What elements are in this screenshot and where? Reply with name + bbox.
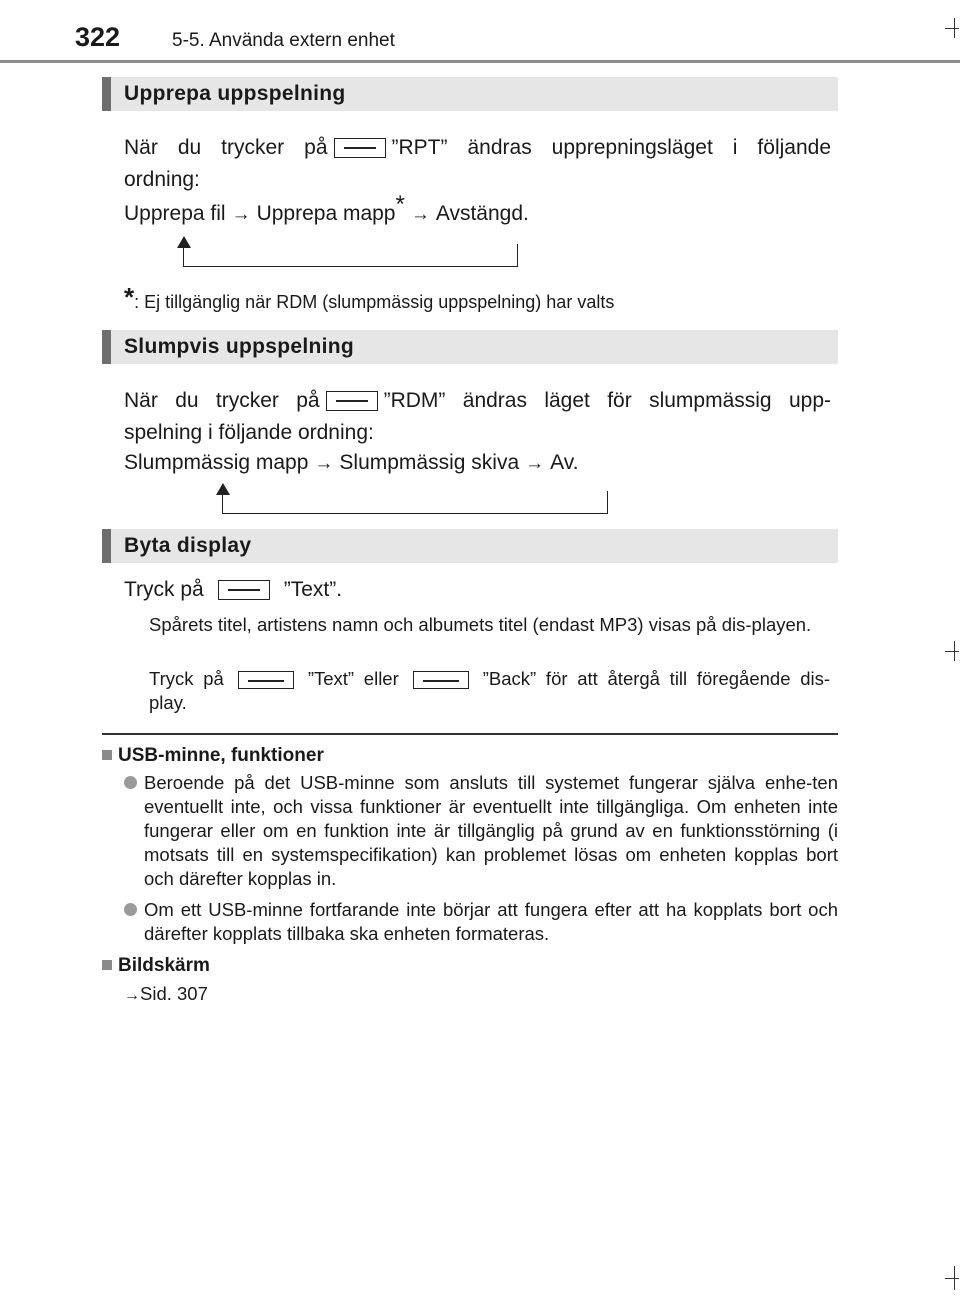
usb-list-item [124, 898, 838, 946]
paragraph-repeat-line1 [124, 132, 831, 164]
arrow-right-icon: → [525, 453, 545, 474]
rdm-button-icon [326, 391, 378, 411]
round-bullet-icon [124, 776, 137, 789]
usb-item-text: Om ett USB-minne fortfarande inte börjar att fungera efter att ha kopplats bort och därefter kopplats tillbaka ska enheten formateras. [144, 899, 838, 944]
footnote [124, 284, 614, 315]
paragraph-display-line1 [124, 574, 342, 606]
paragraph-repeat-line2: ordning: [124, 168, 200, 191]
loop-back-line [222, 491, 608, 514]
text-button-icon [238, 671, 294, 689]
section-divider [102, 733, 838, 735]
section-heading-text: Byta display [124, 534, 252, 557]
square-bullet-icon [102, 960, 112, 970]
text-prefix: Tryck på [124, 578, 204, 601]
random-sequence [124, 447, 579, 480]
footnote-text: : Ej tillgänglig när RDM (slumpmässig uppspelning) har valts [134, 292, 615, 312]
header-rule [0, 60, 960, 63]
crop-mark [954, 641, 955, 661]
display-note-2 [149, 667, 830, 715]
text-prefix: Tryck på [149, 668, 224, 689]
seq-item: Upprepa mapp [256, 202, 396, 225]
round-bullet-icon [124, 903, 137, 916]
repeat-sequence [124, 191, 529, 231]
crop-mark [945, 28, 959, 29]
paragraph-random-line2: spelning i följande ordning: [124, 421, 374, 444]
seq-item: Upprepa fil [124, 202, 226, 225]
display-note-1: Spårets titel, artistens namn och albumets titel (endast MP3) visas på dis-playen. [149, 614, 812, 635]
section-heading-display [102, 529, 838, 563]
section-heading-text: Upprepa uppspelning [124, 82, 346, 105]
paragraph-random-line1 [124, 385, 831, 417]
rpt-button-icon [334, 138, 386, 158]
heading-bar [102, 330, 111, 364]
arrow-right-icon: → [314, 453, 334, 474]
display-ref-heading-text: Bildskärm [118, 955, 210, 976]
page-reference: Sid. 307 [140, 983, 208, 1004]
seq-item: Av. [550, 451, 579, 474]
back-button-icon [413, 671, 469, 689]
seq-item: Slumpmässig mapp [124, 451, 309, 474]
arrow-right-icon: → [231, 204, 251, 225]
usb-list-item [124, 771, 838, 891]
seq-item: Slumpmässig skiva [339, 451, 520, 474]
crop-mark [945, 651, 959, 652]
text-suffix: ”Text”. [283, 578, 343, 601]
text-middle: ”Text” eller [307, 668, 399, 689]
footnote-asterisk: * [124, 282, 135, 312]
text-button-icon [218, 580, 270, 600]
usb-heading-text: USB-minne, funktioner [118, 745, 324, 766]
crop-mark [954, 1266, 955, 1290]
heading-bar [102, 529, 111, 563]
seq-item: Avstängd. [435, 202, 529, 225]
asterisk: * [395, 191, 405, 218]
text-suffix: ”Back” för att återgå till föregående dis-play. [149, 668, 831, 713]
text-suffix: ”RDM” ändras läget för slumpmässig upp- [383, 389, 831, 412]
display-ref-link[interactable] [124, 982, 208, 1008]
arrow-right-icon: → [124, 987, 140, 1004]
square-bullet-icon [102, 750, 112, 760]
display-ref-heading [102, 953, 210, 979]
chapter-title: 5-5. Använda extern enhet [172, 30, 395, 51]
heading-bar [102, 77, 111, 111]
loop-back-line [183, 244, 518, 267]
arrow-up-icon [177, 236, 191, 248]
section-heading-random [102, 330, 838, 364]
usb-heading [102, 743, 324, 769]
text-prefix: När du trycker på [124, 389, 320, 412]
section-heading-repeat [102, 77, 838, 111]
text-prefix: När du trycker på [124, 136, 328, 159]
text-suffix: ”RPT” ändras upprepningsläget i följande [391, 136, 831, 159]
usb-item-text: Beroende på det USB-minne som ansluts till systemet fungerar själva enhe-ten eventuellt inte, och vissa funktioner är eventuellt inte tillgängliga. Om enheten inte fungerar eller om en funktion inte är tillgänglig på grund av en funktionsstörning (i motsats till en systemspecifikation) kan problemet lösas om enheten kopplas bort och därefter kopplas in. [144, 772, 838, 889]
crop-mark [954, 18, 955, 38]
arrow-right-icon: → [410, 204, 430, 225]
page-number: 322 [75, 22, 121, 52]
arrow-up-icon [216, 483, 230, 495]
crop-mark [945, 1278, 959, 1279]
section-heading-text: Slumpvis uppspelning [124, 335, 355, 358]
